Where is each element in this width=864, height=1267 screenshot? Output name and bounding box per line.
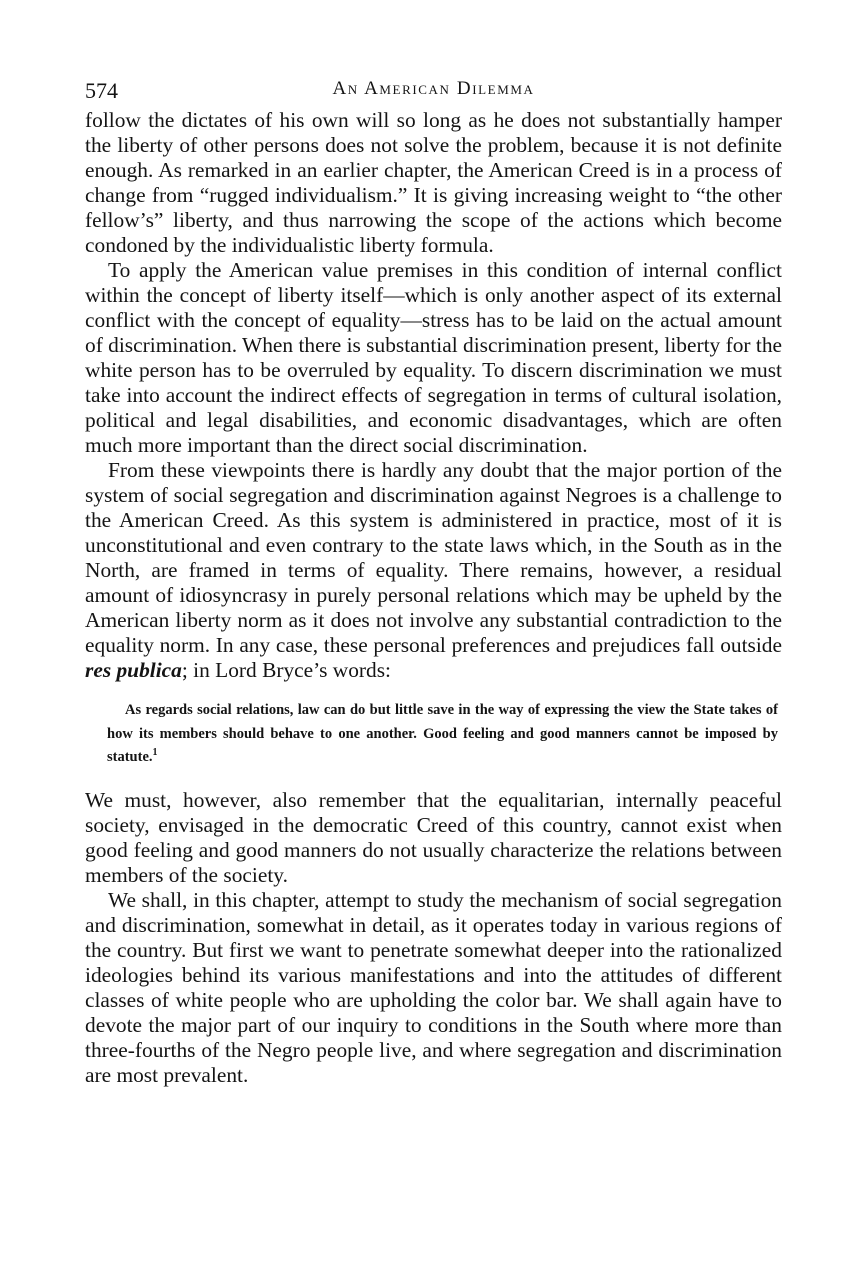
page-header — [85, 76, 782, 106]
paragraph-2: To apply the American value premises in this condition of internal conflict within the concept of liberty itself—which is only another aspect of its external conflict with the concept of equality—stress has to be laid on the actual amount of discrimination. When there is substantial discrimination present, liberty for the white person has to be overruled by equality. To discern discrimination we must take into account the indirect effects of segregation in terms of cultural isolation, political and legal disabilities, and economic disadvantages, which are often much more important than the direct social discrimination. — [85, 258, 783, 457]
paragraph-3 — [85, 458, 782, 683]
block-quote-text: As regards social relations, law can do but little save in the way of expressing the view the State takes of how its members should behave to one another. Good feeling and good manners cannot be imposed by statute. — [107, 702, 778, 765]
paragraph-3-text: From these viewpoints there is hardly any doubt that the major portion of the system of social segregation and discrimination against Negroes is a challenge to the American Creed. As this system is administered in practice, most of it is unconstitutional and even contrary to the state laws which, in the South as in the North, are framed in terms of equality. There remains, however, a residual amount of idiosyncrasy in purely personal relations which may be upheld by the American liberty norm as it does not involve any substantial contradiction to the equality norm. In any case, these personal preferences and prejudices fall outside — [85, 458, 782, 657]
paragraph-3-tail: ; in Lord Bryce’s words: — [181, 658, 391, 682]
book-page — [85, 76, 782, 1088]
block-quote — [107, 699, 778, 770]
paragraph-1: follow the dictates of his own will so long as he does not substantially hamper the liberty of other persons does not solve the problem, because it is not definite enough. As remarked in an earlier chapter, the American Creed is in a process of change from “rugged individualism.” It is giving increasing weight to “the other fellow’s” liberty, and thus narrowing the scope of the actions which become condoned by the individualistic liberty formula. — [85, 108, 782, 257]
body-text — [85, 108, 782, 1088]
italic-term: res publica — [85, 658, 182, 682]
running-head: An American Dilemma — [332, 78, 535, 99]
footnote-marker: 1 — [152, 747, 158, 759]
paragraph-4: We must, however, also remember that the equalitarian, internally peaceful society, envisaged in the democratic Creed of this country, cannot exist when good feeling and good manners do not usually characterize the relations between members of the society. — [85, 787, 782, 887]
page-number: 574 — [85, 78, 118, 103]
paragraph-5: We shall, in this chapter, attempt to study the mechanism of social segregation and discrimination, somewhat in detail, as it operates today in various regions of the country. But first we want to penetrate somewhat deeper into the rationalized ideologies behind its various manifestations and into the attitudes of different classes of white people who are upholding the color bar. We shall again have to devote the major part of our inquiry to conditions in the South where more than three-fourths of the Negro people live, and where segregation and discrimination are most prevalent. — [85, 887, 782, 1087]
